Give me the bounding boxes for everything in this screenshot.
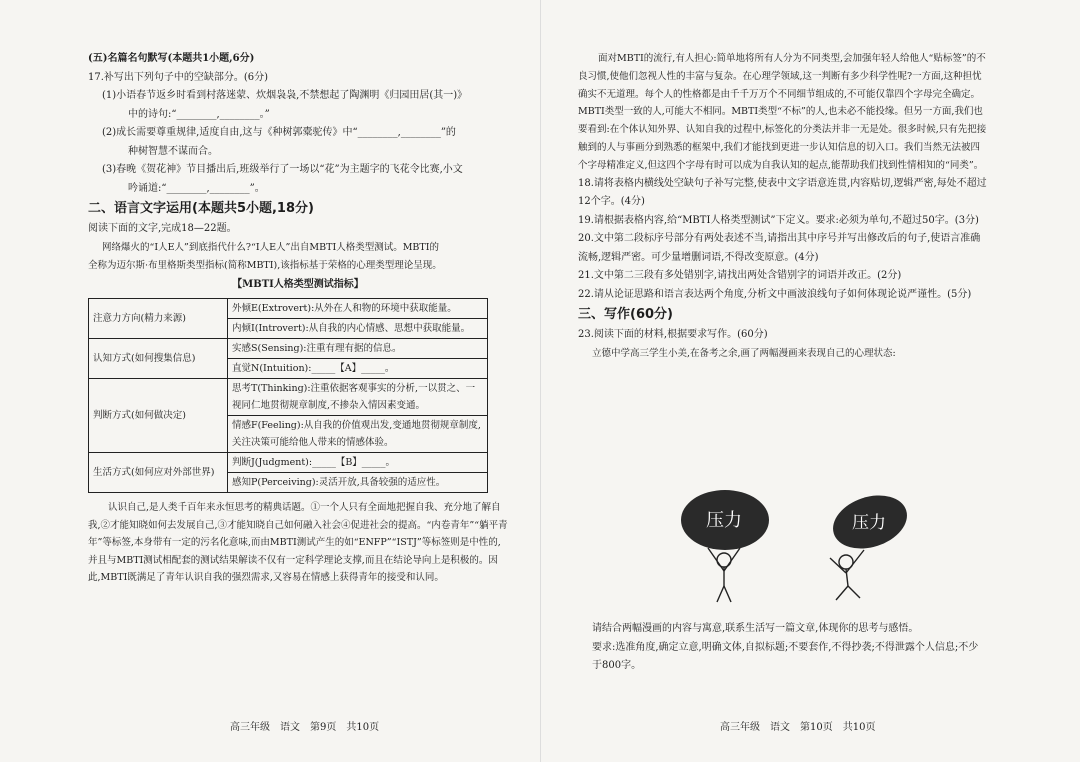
- passage-para-2: 认识自己,是人类千百年来永恒思考的精典话题。①一个人只有全面地把握自我、充分地了解自我,②才能知晓如何去发展自己,③才能知晓自己如何融入社会④促进社会的提高。“内卷青年”“躺平青年”等标签,本身带有一定的污名化意味,而由MBTI测试产生的如“ENFP”“ISTJ”等标签则是中性的,并且与MBTI测试相配套的测试结果解读不仅有一定科学理论支撑,而且在结论导向上是积极的。因此,MBTI既满足了青年认识自我的强烈需求,又容易在情感上获得青年的接受和认同。: [88, 502, 508, 583]
- right-page-footer: 高三年级 语文 第10页 共10页: [720, 722, 876, 733]
- dimension-judging: 判断方式(如何做决定): [89, 379, 228, 453]
- type-perceiving: 感知P(Perceiving):灵活开放,具备较强的适应性。: [228, 473, 488, 493]
- q17-item-2-cont: 种树智慧不谋而合。: [128, 145, 218, 157]
- writing-prompt-1: 请结合两幅漫画的内容与寓意,联系生活写一篇文章,体现你的思考与感悟。: [592, 623, 919, 634]
- writing-material: 立德中学高三学生小美,在备考之余,画了两幅漫画来表现自己的心理状态:: [592, 347, 896, 359]
- q17-item-1: (1)小语春节返乡时看到村落迷蒙、炊烟袅袅,不禁想起了陶渊明《归园田居(其一)》: [102, 90, 468, 101]
- question-21: 21.文中第二三段有多处错别字,请找出两处含错别字的词语并改正。(2分): [578, 270, 902, 282]
- figure-2-arm-r: [846, 550, 864, 573]
- writing-prompt-2: 要求:选准角度,确定立意,明确文体,自拟标题;不要套作,不得抄袭;不得泄露个人信息;不少于800字。: [592, 641, 979, 671]
- figure-2-leg-r: [848, 586, 860, 598]
- comic-panel-2: [826, 486, 914, 600]
- q17-item-3: (3)春晚《贺花神》节目播出后,班级举行了一场以“花”为主题字的飞花令比赛,小文: [102, 164, 463, 175]
- q17-item-1-blank: 中的诗句:“________,________。”: [128, 108, 270, 120]
- reading-intro: 阅读下面的文字,完成18—22题。: [88, 223, 237, 234]
- figure-1-arm-l: [708, 548, 724, 571]
- section-3-title: 三、写作(60分): [578, 307, 673, 323]
- question-22: 22.请从论证思路和语言表达两个角度,分析文中画波浪线句子如何体现论说严谨性。(5分): [578, 288, 972, 300]
- section-5-title: (五)名篇名句默写(本题共1小题,6分): [88, 53, 255, 64]
- question-18: 18.请将表格内横线处空缺句子补写完整,使表中文字语意连贯,内容贴切,逻辑严密,每处不超过12个字。(4分): [578, 177, 987, 208]
- dimension-lifestyle: 生活方式(如何应对外部世界): [89, 453, 228, 493]
- page-fold: [540, 0, 541, 762]
- figure-1-leg-l: [717, 586, 724, 602]
- type-extrovert: 外倾E(Extrovert):从外在人和物的环境中获取能量。: [228, 299, 488, 319]
- comic-label-2: 压力: [852, 513, 886, 533]
- comic-label-1: 压力: [706, 510, 742, 531]
- type-feeling: 情感F(Feeling):从自我的价值观出发,变通地贯彻规章制度,关注决策可能给他人带来的情感体验。: [228, 416, 488, 453]
- figure-1-arm-r: [724, 548, 740, 571]
- mbti-table: [88, 298, 488, 493]
- dimension-attention: 注意力方向(精力来源): [89, 299, 228, 339]
- table-title: 【MBTI人格类型测试指标】: [232, 278, 364, 290]
- q17-item-3-blank: 吟诵道:“________,________”。: [128, 182, 265, 194]
- comic-panel-1: [681, 490, 769, 602]
- figure-2-leg-l: [836, 586, 848, 600]
- q17-item-2: (2)成长需要尊重规律,适度自由,这与《种树郭橐驼传》中“________,________”的: [102, 127, 456, 138]
- type-intuition: 直觉N(Intuition):_____【A】_____。: [228, 359, 488, 379]
- passage-para-1b: 全称为迈尔斯·布里格斯类型指标(简称MBTI),该指标基于荣格的心理类型理论呈现。: [88, 260, 442, 271]
- writing-prompt-block: [578, 620, 988, 676]
- pressure-comic: [660, 478, 940, 608]
- passage-para-1a: 网络爆火的“I人E人”到底指代什么?“I人E人”出自MBTI人格类型测试。MBTI的: [102, 241, 439, 253]
- question-20: 20.文中第二段标序号部分有两处表述不当,请指出其中序号并写出修改后的句子,使语言准确流畅,逻辑严密。可少量增删词语,不得改变原意。(4分): [578, 233, 981, 263]
- type-sensing: 实感S(Sensing):注重有理有据的信息。: [228, 339, 488, 359]
- figure-2-arm-l: [830, 558, 846, 573]
- type-judgment: 判断J(Judgment):_____【B】_____。: [228, 453, 488, 473]
- question-19: 19.请根据表格内容,给“MBTI人格类型测试”下定义。要求:必须为单句,不超过50字。(3分): [578, 214, 979, 226]
- right-page: [578, 50, 988, 363]
- passage-para-3: 面对MBTI的流行,有人担心:简单地将所有人分为不同类型,会加强年轻人给他人“贴标签”的不良习惯,使他们忽视人性的丰富与复杂。在心理学领域,这一判断有多少科学性呢?一方面,这种担忧确实不无道理。每个人的性格都是由千千万万个不同细节组成的,不可能仅靠四个字母完全确定。MBTI类型一致的人,可能大不相同。MBTI类型“不标”的人,也未必不能投缘。但另一方面,我们也要看到:在个体认知外界、认知自我的过程中,标签化的分类法并非一无是处。很多时候,只有先把接触到的人与事画分到熟悉的框架中,我们才能找到更进一步认知信息的切入口。我们当然无法被四个字母精准定义,但这四个字母有时可以成为自我认知的起点,能帮助我们找到性情相知的“同类”。: [578, 53, 987, 171]
- type-introvert: 内倾I(Introvert):从自我的内心情感、思想中获取能量。: [228, 319, 488, 339]
- type-thinking: 思考T(Thinking):注重依据客观事实的分析,一以贯之、一视同仁地贯彻规章制度,不掺杂入情因素变通。: [228, 379, 488, 416]
- section-2-title: 二、语言文字运用(本题共5小题,18分): [88, 201, 314, 216]
- question-17: 17.补写出下列句子中的空缺部分。(6分): [88, 71, 269, 83]
- left-page: [88, 50, 508, 587]
- question-23: 23.阅读下面的材料,根据要求写作。(60分): [578, 329, 768, 341]
- left-page-footer: 高三年级 语文 第9页 共10页: [230, 722, 380, 733]
- figure-1-leg-r: [724, 586, 731, 602]
- dimension-perception: 认知方式(如何搜集信息): [89, 339, 228, 379]
